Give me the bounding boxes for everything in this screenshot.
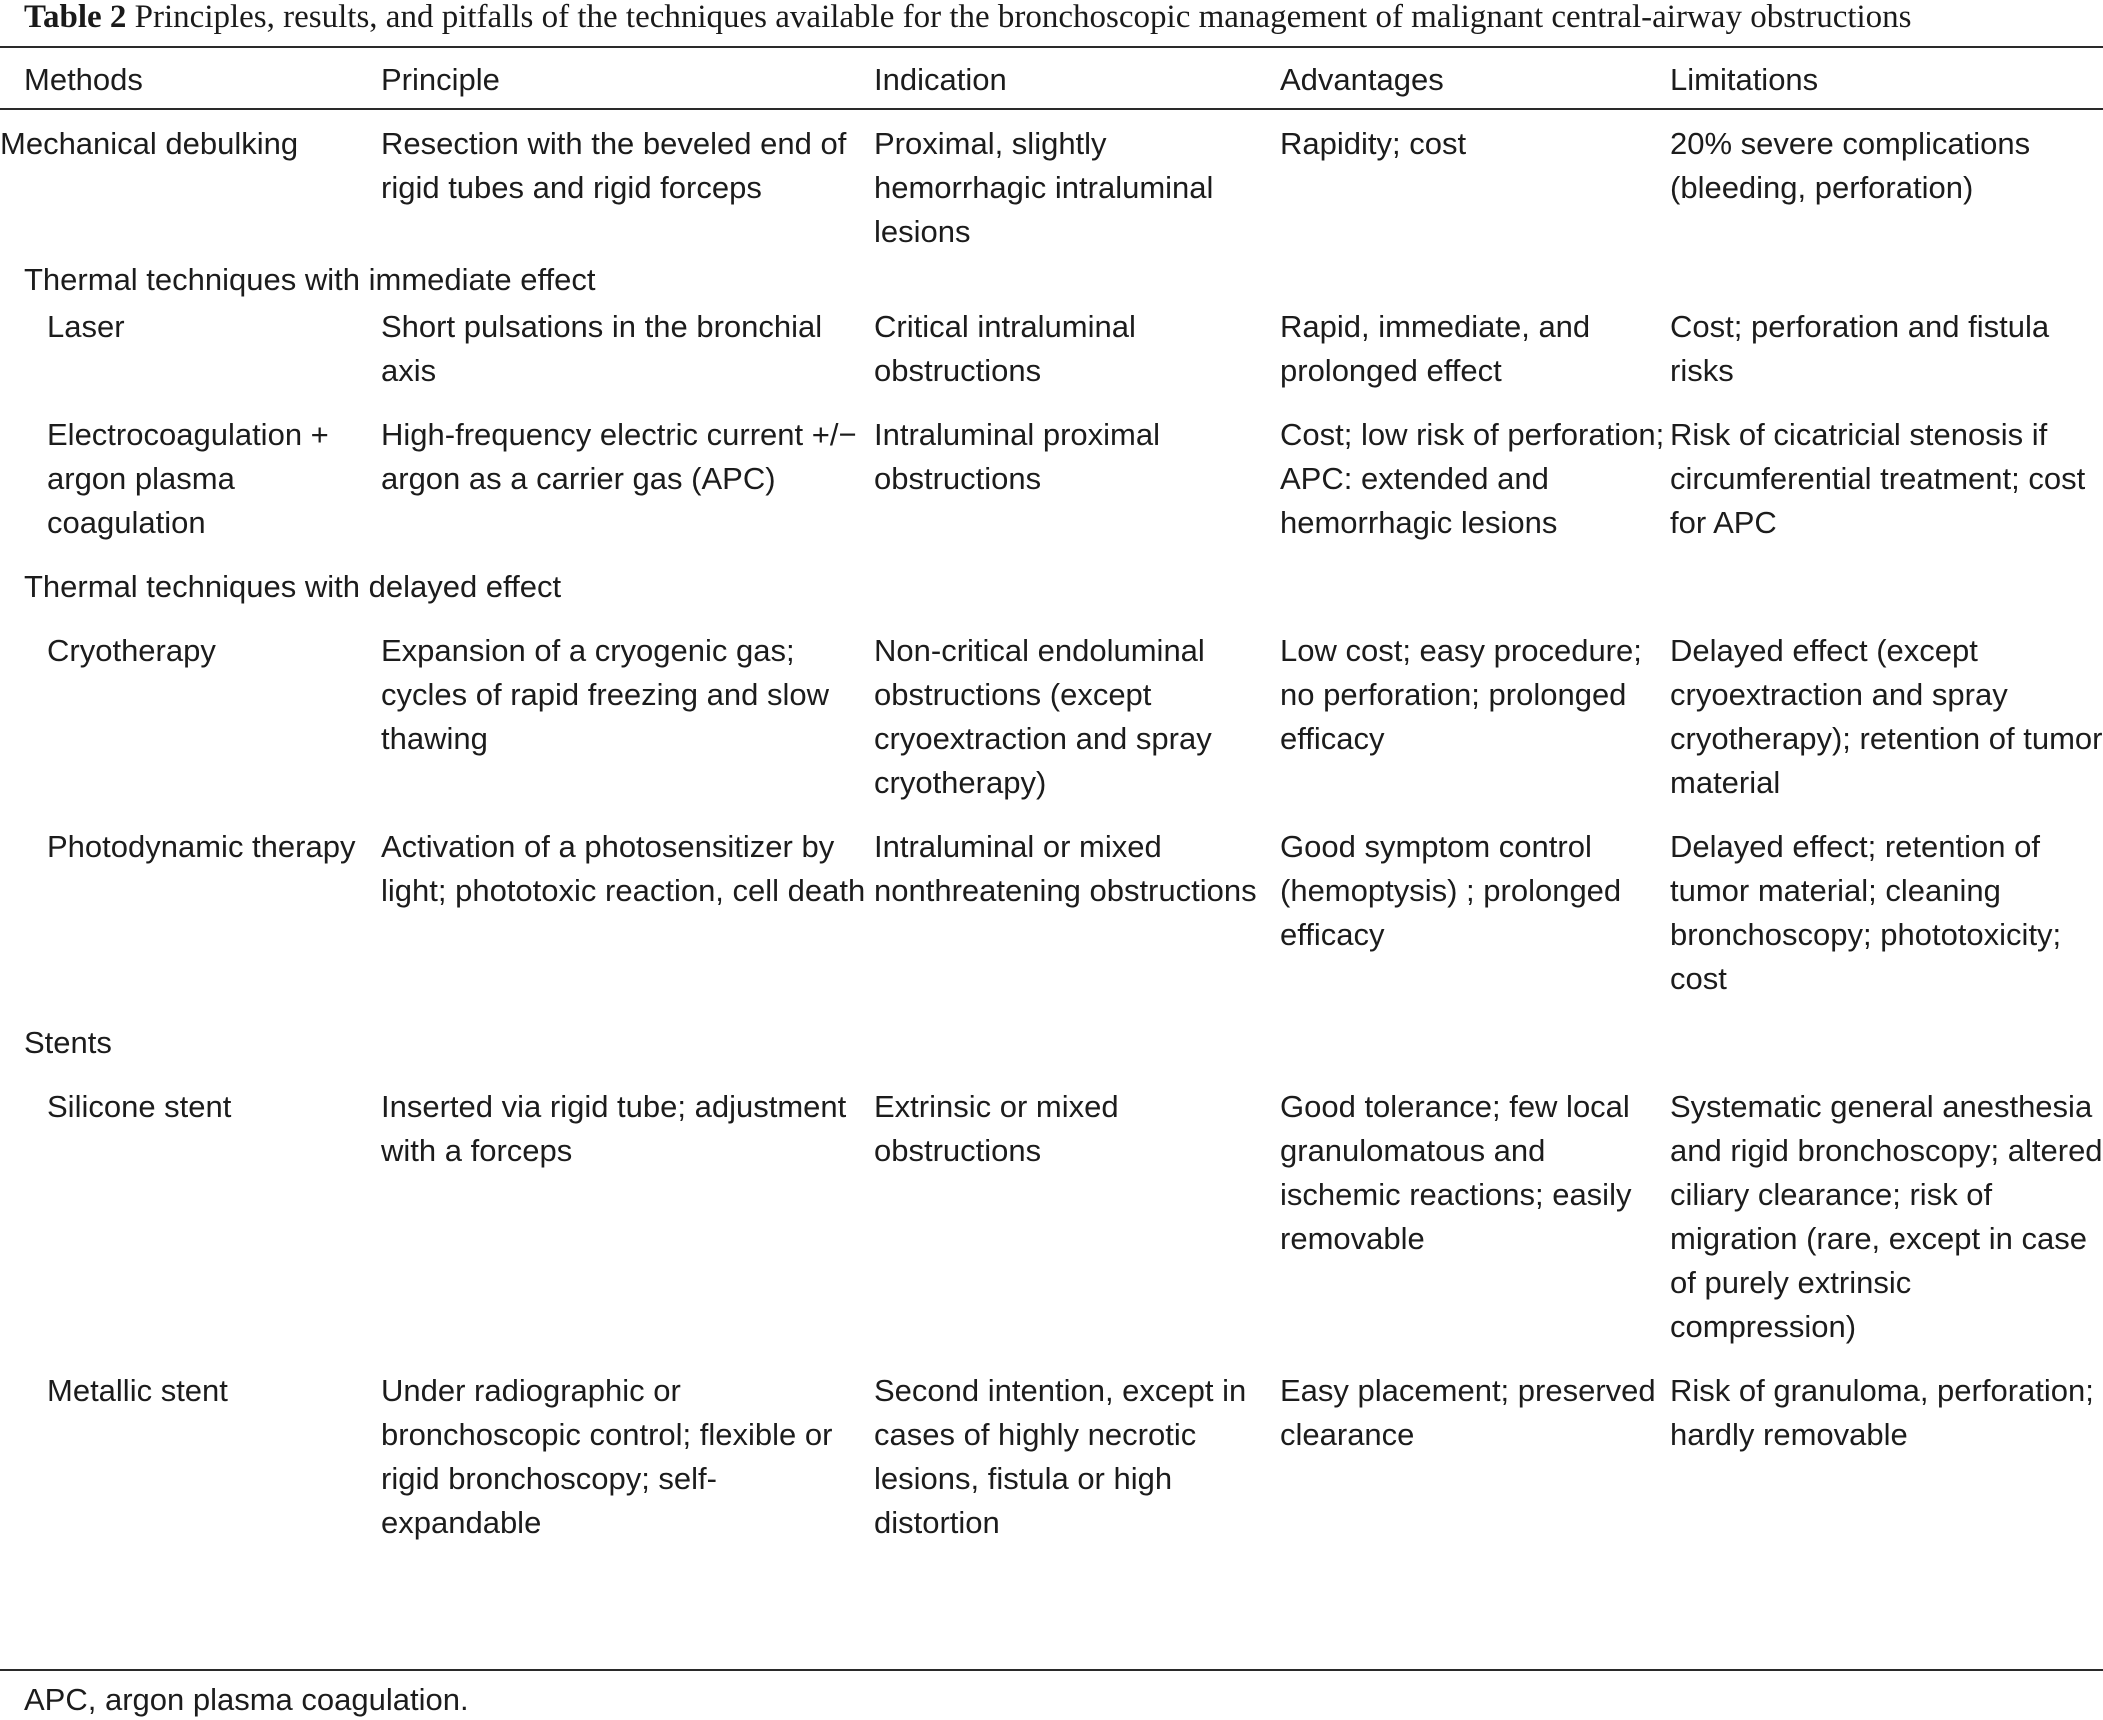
cell-principle: Resection with the beveled end of rigid tubes and rigid forceps [381,126,847,205]
cell-indication: Extrinsic or mixed obstructions [874,1089,1119,1168]
header-row [0,58,2103,108]
section-row [0,545,2103,609]
cell-principle: Short pulsations in the bronchial axis [381,309,823,388]
cell-advantages: Good tolerance; few local granulomatous and ischemic reactions; easily removable [1280,1089,1632,1256]
cell-limitations: Risk of granuloma, perforation; hardly removable [1670,1373,2094,1452]
table-row [0,609,2103,805]
techniques-table [0,58,2103,1545]
section-row [0,254,2103,302]
cell-principle: Inserted via rigid tube; adjustment with a forceps [381,1089,847,1168]
col-header-limitations: Limitations [1670,62,1819,97]
col-header-methods: Methods [24,62,143,97]
table-caption [24,0,2094,34]
top-rule [0,46,2103,48]
cell-limitations: 20% severe complications (bleeding, perforation) [1670,126,2031,205]
cell-indication: Second intention, except in cases of highly necrotic lesions, fistula or high distortion [874,1373,1247,1540]
bottom-rule [0,1669,2103,1671]
table-row [0,108,2103,254]
cell-method: Laser [47,309,125,344]
cell-method: Photodynamic therapy [47,829,356,864]
cell-limitations: Systematic general anesthesia and rigid bronchoscopy; altered ciliary clearance; risk of migration (rare, except in case of purely extrinsic compression) [1670,1089,2103,1344]
cell-method: Silicone stent [47,1089,232,1124]
cell-indication: Intraluminal proximal obstructions [874,417,1160,496]
cell-advantages: Easy placement; preserved clearance [1280,1373,1656,1452]
table-row [0,805,2103,1001]
cell-advantages: Good symptom control (hemoptysis) ; prolonged efficacy [1280,829,1622,952]
section-title: Thermal techniques with delayed effect [24,569,562,604]
cell-indication: Critical intraluminal obstructions [874,309,1136,388]
cell-method: Metallic stent [47,1373,228,1408]
col-header-advantages: Advantages [1280,62,1444,97]
table-row [0,1065,2103,1349]
table-caption-text: Principles, results, and pitfalls of the techniques available for the bronchoscopic management of malignant central-airway obstructions [126,0,1912,35]
section-title: Stents [24,1025,112,1060]
cell-limitations: Delayed effect (except cryoextraction and spray cryotherapy); retention of tumor material [1670,633,2103,800]
cell-limitations: Risk of cicatricial stenosis if circumferential treatment; cost for APC [1670,417,2086,540]
table-footnote: APC, argon plasma coagulation. [24,1682,469,1717]
cell-method: Electrocoagulation + argon plasma coagulation [47,417,329,540]
section-title: Thermal techniques with immediate effect [24,262,596,297]
cell-method: Cryotherapy [47,633,216,668]
table-row [0,302,2103,393]
table-row [0,1349,2103,1545]
cell-principle: Under radiographic or bronchoscopic control; flexible or rigid bronchoscopy; self-expandable [381,1373,833,1540]
section-row [0,1001,2103,1065]
cell-indication: Intraluminal or mixed nonthreatening obstructions [874,829,1257,908]
cell-indication: Proximal, slightly hemorrhagic intraluminal lesions [874,126,1214,249]
cell-advantages: Low cost; easy procedure; no perforation; prolonged efficacy [1280,633,1642,756]
cell-indication: Non-critical endoluminal obstructions (except cryoextraction and spray cryotherapy) [874,633,1212,800]
table-caption-label: Table 2 [24,0,127,35]
cell-principle: Expansion of a cryogenic gas; cycles of rapid freezing and slow thawing [381,633,830,756]
col-header-principle: Principle [381,62,500,97]
col-header-indication: Indication [874,62,1007,97]
cell-advantages: Rapidity; cost [1280,126,1467,161]
cell-advantages: Cost; low risk of perforation; APC: extended and hemorrhagic lesions [1280,417,1665,540]
table-row [0,393,2103,545]
cell-principle: Activation of a photosensitizer by light; phototoxic reaction, cell death [381,829,866,908]
cell-limitations: Delayed effect; retention of tumor material; cleaning bronchoscopy; phototoxicity; cost [1670,829,2062,996]
cell-principle: High-frequency electric current +/− argon as a carrier gas (APC) [381,417,857,496]
cell-limitations: Cost; perforation and fistula risks [1670,309,2050,388]
cell-advantages: Rapid, immediate, and prolonged effect [1280,309,1591,388]
cell-method: Mechanical debulking [0,126,299,161]
